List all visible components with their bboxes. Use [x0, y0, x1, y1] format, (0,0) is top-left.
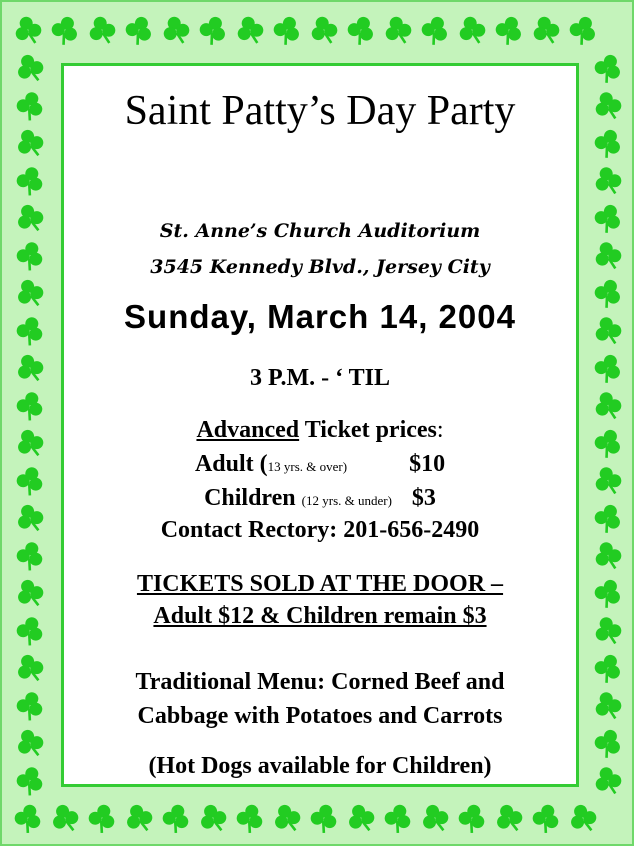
- shamrock-icon: [12, 14, 44, 48]
- shamrock-icon: [14, 89, 46, 123]
- shamrock-icon: [492, 801, 526, 836]
- shamrock-icon: [196, 13, 230, 48]
- shamrock-icon: [592, 614, 624, 648]
- shamrock-icon: [591, 426, 625, 461]
- ticket-prices-heading: [64, 414, 576, 446]
- shamrock-icon: [418, 801, 452, 836]
- shamrock-icon: [122, 13, 156, 48]
- door-tickets-line-2: Adult $12 & Children remain $3: [153, 603, 487, 629]
- shamrock-icon: [530, 802, 562, 836]
- shamrock-icon: [14, 464, 46, 498]
- shamrock-icon: [592, 314, 624, 348]
- shamrock-icon: [456, 802, 488, 836]
- shamrock-icon: [592, 164, 624, 198]
- shamrock-icon: [591, 276, 625, 311]
- menu-line-1: Traditional Menu: Corned Beef and: [135, 669, 505, 695]
- shamrock-icon: [13, 201, 47, 236]
- venue-name: St. Anne’s Church Auditorium: [159, 220, 481, 242]
- shamrock-icon: [13, 351, 47, 386]
- shamrock-icon: [592, 389, 624, 423]
- children-price: $3: [411, 485, 436, 511]
- shamrock-icon: [592, 539, 624, 573]
- shamrock-icon: [591, 201, 625, 236]
- shamrock-icon: [592, 464, 624, 498]
- menu-line-2: Cabbage with Potatoes and Carrots: [137, 703, 503, 729]
- shamrock-icon: [234, 802, 266, 836]
- shamrock-icon: [14, 539, 46, 573]
- shamrock-icon: [14, 164, 46, 198]
- shamrock-icon: [13, 51, 47, 86]
- contact-rectory: Contact Rectory: 201-656-2490: [160, 517, 480, 543]
- shamrock-icon: [492, 13, 526, 48]
- shamrock-icon: [13, 501, 47, 536]
- shamrock-icon: [591, 501, 625, 536]
- shamrock-icon: [160, 14, 192, 48]
- adult-price: $10: [409, 451, 446, 477]
- ticket-prices-colon: :: [436, 417, 444, 443]
- shamrock-icon: [234, 14, 266, 48]
- adult-price-row: [64, 448, 576, 483]
- menu-line-3: (Hot Dogs available for Children): [148, 753, 492, 779]
- shamrock-icon: [13, 276, 47, 311]
- ticket-prices-label: Ticket prices: [299, 417, 437, 443]
- shamrock-icon: [13, 426, 47, 461]
- shamrock-icon: [566, 13, 600, 48]
- event-time: 3 P.M. - ‘ TIL: [249, 365, 390, 391]
- event-title: Saint Patty’s Day Party: [124, 88, 516, 134]
- shamrock-icon: [592, 239, 624, 273]
- shamrock-icon: [591, 351, 625, 386]
- shamrock-icon: [308, 14, 340, 48]
- shamrock-icon: [48, 13, 82, 48]
- shamrock-icon: [14, 314, 46, 348]
- shamrock-icon: [591, 726, 625, 761]
- children-label: Children: [204, 485, 302, 511]
- shamrock-icon: [160, 802, 192, 836]
- door-tickets-line-1: TICKETS SOLD AT THE DOOR –: [136, 571, 504, 597]
- shamrock-icon: [86, 802, 118, 836]
- shamrock-icon: [591, 576, 625, 611]
- shamrock-icon: [592, 689, 624, 723]
- shamrock-icon: [591, 51, 625, 86]
- shamrock-icon: [456, 14, 488, 48]
- shamrock-icon: [344, 13, 378, 48]
- shamrock-icon: [13, 126, 47, 161]
- shamrock-icon: [270, 13, 304, 48]
- shamrock-icon: [344, 801, 378, 836]
- shamrock-icon: [14, 764, 46, 798]
- shamrock-icon: [530, 14, 562, 48]
- shamrock-icon: [382, 802, 414, 836]
- children-age-note: (12 yrs. & under): [301, 493, 392, 508]
- venue-address: 3545 Kennedy Blvd., Jersey City: [150, 256, 490, 278]
- shamrock-icon: [14, 689, 46, 723]
- shamrock-icon: [270, 801, 304, 836]
- shamrock-icon: [592, 764, 624, 798]
- shamrock-icon: [308, 802, 340, 836]
- adult-label: Adult (: [194, 451, 268, 477]
- adult-age-note: 13 yrs. & over): [267, 459, 348, 474]
- shamrock-icon: [196, 801, 230, 836]
- shamrock-icon: [14, 389, 46, 423]
- advanced-label: Advanced: [196, 417, 300, 443]
- shamrock-icon: [13, 576, 47, 611]
- shamrock-icon: [12, 802, 44, 836]
- shamrock-icon: [566, 801, 600, 836]
- shamrock-icon: [13, 726, 47, 761]
- shamrock-icon: [48, 801, 82, 836]
- shamrock-icon: [382, 14, 414, 48]
- shamrock-icon: [14, 239, 46, 273]
- shamrock-icon: [591, 651, 625, 686]
- shamrock-icon: [14, 614, 46, 648]
- shamrock-icon: [122, 801, 156, 836]
- shamrock-icon: [86, 14, 118, 48]
- flyer-panel: [61, 63, 579, 787]
- shamrock-icon: [592, 89, 624, 123]
- shamrock-icon: [418, 13, 452, 48]
- children-price-row: [64, 482, 576, 517]
- shamrock-icon: [13, 651, 47, 686]
- shamrock-icon: [591, 126, 625, 161]
- event-date: Sunday, March 14, 2004: [124, 298, 516, 335]
